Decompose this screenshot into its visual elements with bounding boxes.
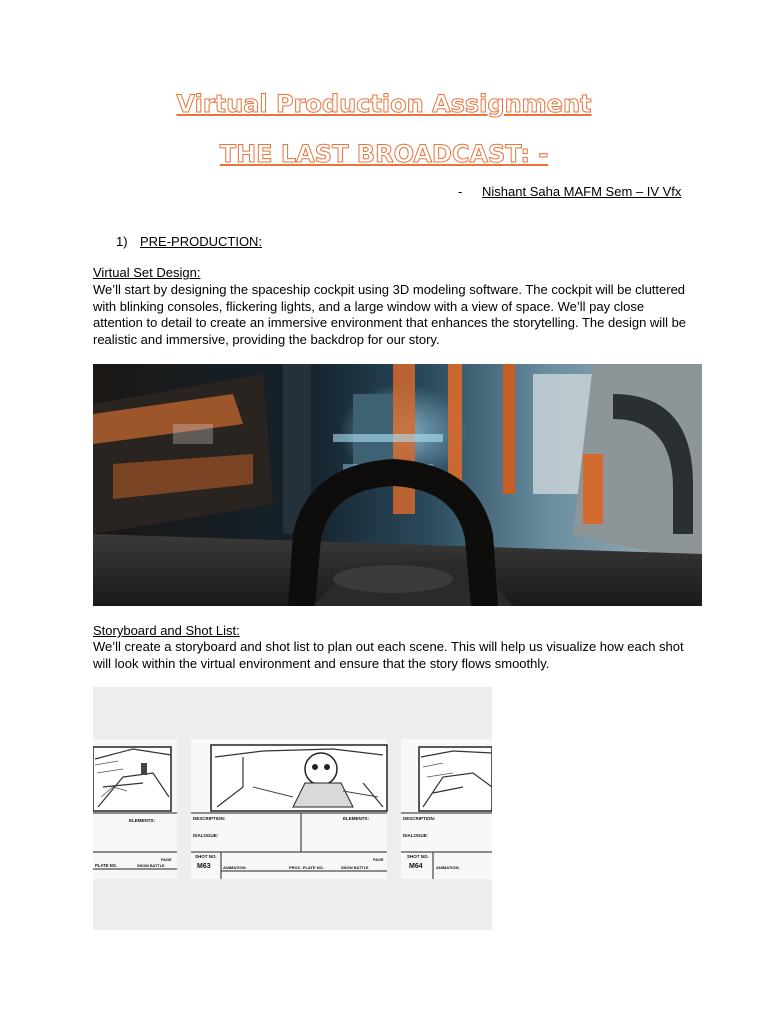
card-left-snow-label: SNOW BATTLE — [137, 864, 165, 868]
card-right-shot-no: M64 — [409, 863, 423, 870]
storyboard-paragraph: We’ll create a storyboard and shot list to plan out each scene. This will help us visualize how each shot will look within the virtual environment and ensure that the story flows smoothly. — [93, 639, 684, 671]
card-center-dialogue-label: DIALOGUE: — [193, 833, 219, 838]
storyboard-card-right — [401, 739, 492, 879]
card-right-shot-no-label: SHOT NO. — [407, 854, 429, 859]
card-right-animation-label: ANIMATION: — [436, 865, 460, 870]
card-right-dialogue-label: DIALOGUE: — [403, 833, 429, 838]
storyboard-image — [93, 687, 492, 930]
card-left-page-label: PAGE — [161, 858, 172, 862]
card-center-shot-no: M63 — [197, 863, 211, 870]
cockpit-image — [93, 364, 702, 606]
card-left-plate-label: PLATE NO. — [95, 863, 118, 868]
virtual-set-paragraph: We’ll start by designing the spaceship cockpit using 3D modeling software. The cockpit will be cluttered with blinking consoles, flickering lights, and a large window with a view of space. We’ll pay close attention to detail to create an immersive environment that enhances the storytelling. The design will be realistic and immersive, providing the backdrop for our story. — [93, 282, 687, 347]
card-right-description-label: DESCRIPTION: — [403, 816, 436, 821]
storyboard-card-center — [191, 739, 387, 879]
section-heading — [116, 234, 262, 249]
author-name: Nishant Saha MAFM Sem – IV Vfx — [482, 184, 682, 199]
card-left-elements-label: ELEMENTS: — [129, 818, 156, 823]
card-center-plate-label: PROC. PLATE NO. — [289, 865, 324, 870]
card-center-snow-label: SNOW BATTLE — [341, 866, 369, 870]
storyboard-card-left — [93, 739, 177, 879]
document-subtitle: THE LAST BROADCAST: - — [219, 140, 549, 168]
section-number: 1) — [116, 234, 128, 249]
author-line — [458, 184, 681, 199]
card-center-description-label: DESCRIPTION: — [193, 816, 226, 821]
author-dash: - — [458, 184, 463, 199]
card-center-page-label: PAGE — [373, 858, 384, 862]
storyboard-heading: Storyboard and Shot List: — [93, 623, 240, 638]
virtual-set-heading: Virtual Set Design: — [93, 265, 201, 280]
card-center-elements-label: ELEMENTS: — [343, 816, 370, 821]
card-center-shot-no-label: SHOT NO. — [195, 854, 217, 859]
document-title: Virtual Production Assignment — [176, 90, 592, 118]
section-title: PRE-PRODUCTION: — [140, 234, 263, 249]
card-center-animation-label: ANIMATION: — [223, 865, 247, 870]
